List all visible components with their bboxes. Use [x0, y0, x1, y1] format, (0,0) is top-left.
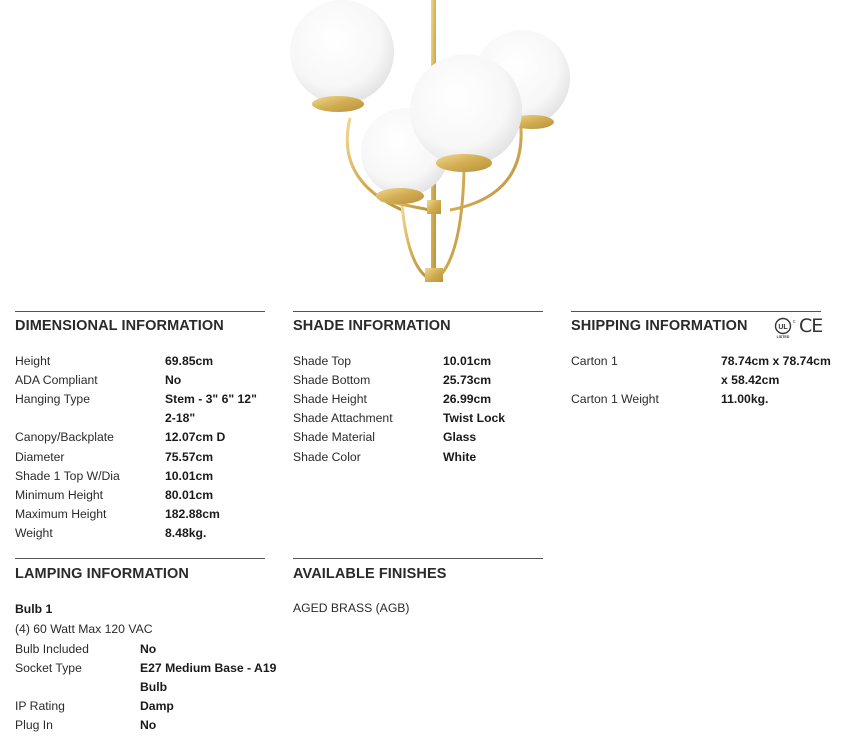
ul-listed-text: LISTED — [776, 335, 790, 339]
row-value: 182.88cm — [165, 507, 220, 521]
row-value: 75.57cm — [165, 450, 214, 464]
row-label: Hanging Type — [15, 392, 90, 406]
row-value-continuation: 2-18" — [165, 411, 196, 425]
row-label: Maximum Height — [15, 507, 107, 521]
row-value: Stem - 3" 6" 12" — [165, 392, 257, 406]
row-label: Height — [15, 354, 51, 368]
row-value: 10.01cm — [165, 469, 214, 483]
row-value: 25.73cm — [443, 373, 492, 387]
row-label: Bulb Included — [15, 642, 89, 656]
row-label: Canopy/Backplate — [15, 430, 114, 444]
svg-text:c: c — [793, 319, 796, 325]
row-label: Shade Color — [293, 450, 361, 464]
row-value: White — [443, 450, 477, 464]
row-label: Shade 1 Top W/Dia — [15, 469, 120, 483]
row-value-continuation: x 58.42cm — [721, 373, 780, 387]
ce-mark-icon: CE — [799, 315, 823, 337]
row-label: Shade Height — [293, 392, 367, 406]
row-value: 8.48kg. — [165, 526, 207, 540]
shipping-title: SHIPPING INFORMATION — [571, 318, 748, 334]
lamping-title: LAMPING INFORMATION — [15, 566, 190, 582]
row-value: Twist Lock — [443, 411, 506, 425]
row-value: No — [140, 718, 157, 732]
bulb-description-text: (4) 60 Watt Max 120 VAC — [15, 622, 153, 636]
row-value: 69.85cm — [165, 354, 214, 368]
shade-title: SHADE INFORMATION — [293, 318, 451, 334]
row-label: ADA Compliant — [15, 373, 98, 387]
row-value: 10.01cm — [443, 354, 492, 368]
row-value: No — [140, 642, 157, 656]
row-value: 12.07cm D — [165, 430, 226, 444]
shipping-rule — [571, 311, 821, 312]
finishes-rule — [293, 558, 543, 559]
bulb-heading-text: Bulb 1 — [15, 602, 53, 616]
row-value: 11.00kg. — [721, 392, 769, 406]
row-label: Shade Top — [293, 354, 352, 368]
row-label: Socket Type — [15, 661, 82, 675]
row-value: 80.01cm — [165, 488, 214, 502]
lamping-rule — [15, 558, 265, 559]
row-value-continuation: Bulb — [140, 680, 168, 694]
row-label: Carton 1 — [571, 354, 618, 368]
row-value: No — [165, 373, 182, 387]
row-label: Weight — [15, 526, 53, 540]
row-value: E27 Medium Base - A19 — [140, 661, 277, 675]
row-label: Plug In — [15, 718, 53, 732]
product-image — [280, 0, 580, 290]
row-label: Shade Bottom — [293, 373, 371, 387]
dimensional-title: DIMENSIONAL INFORMATION — [15, 318, 224, 334]
finishes-title: AVAILABLE FINISHES — [293, 566, 447, 582]
row-value: 26.99cm — [443, 392, 492, 406]
row-label: Diameter — [15, 450, 65, 464]
shade-rule — [293, 311, 543, 312]
row-label: Minimum Height — [15, 488, 104, 502]
row-label: Carton 1 Weight — [571, 392, 659, 406]
row-value: Damp — [140, 699, 174, 713]
dimensional-rule — [15, 311, 265, 312]
ul-mark-text: UL — [778, 324, 788, 331]
row-label: IP Rating — [15, 699, 65, 713]
ul-listed-icon — [771, 317, 799, 339]
row-label: Shade Material — [293, 430, 375, 444]
row-value: 78.74cm x 78.74cm — [721, 354, 831, 368]
row-label: Shade Attachment — [293, 411, 393, 425]
row-value: Glass — [443, 430, 477, 444]
finish-item-label: AGED BRASS (AGB) — [293, 601, 410, 615]
